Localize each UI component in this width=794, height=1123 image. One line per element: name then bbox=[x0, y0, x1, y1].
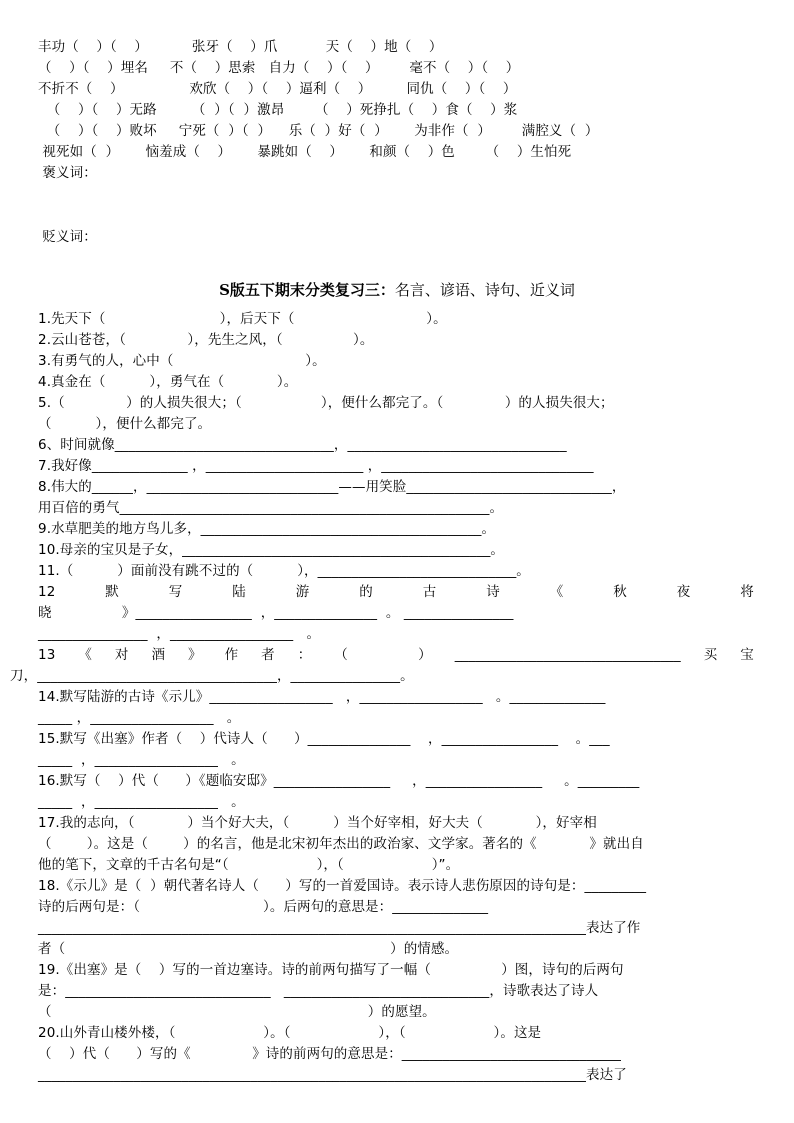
question-1: 1.先天下（ ），后天下（ ）。 bbox=[38, 311, 447, 327]
question-20-cont-1: （ ）代（ ）写的《 》诗的前两句的意思是：________________________________ bbox=[38, 1046, 621, 1062]
q12-word: 写 bbox=[168, 584, 183, 600]
q12-word: 夜 bbox=[676, 584, 691, 600]
question-7: 7.我好像______________ ，_______________________ ，_______________________________ bbox=[38, 458, 594, 474]
question-4: 4.真金在（ ），勇气在（ ）。 bbox=[38, 374, 298, 390]
q13-word: _________________________________ bbox=[454, 647, 681, 663]
question-2: 2.云山苍苍，（ ），先生之风，（ ）。 bbox=[38, 332, 374, 348]
q12-word: 将 bbox=[740, 584, 754, 600]
q13-word: 》 bbox=[188, 647, 202, 663]
question-17-cont-2: 他的笔下，文章的千古名句是“（ ），（ ）”。 bbox=[38, 857, 460, 873]
question-19: 19.《出塞》是（ ）写的一首边塞诗。诗的前两句描写了一幅（ ）图，诗句的后两句 bbox=[38, 962, 624, 978]
q13-word: 者 bbox=[261, 647, 275, 663]
blame-label: 贬义词： bbox=[38, 229, 97, 245]
q13-word: 对 bbox=[114, 647, 129, 663]
idiom-line-6: 视死如（ ） 恼羞成（ ） 暴跳如（ ） 和颜（ ）色 （ ）生怕死 bbox=[38, 144, 572, 160]
question-6: 6、时间就像________________________________，________________________________ bbox=[38, 437, 567, 453]
question-17: 17.我的志向，（ ）当个好大夫，（ ）当个好宰相，好大夫（ ），好宰相 bbox=[38, 815, 597, 831]
q13-word: （ ） bbox=[334, 647, 432, 663]
question-16-cont: _____ ，__________________ 。 bbox=[38, 794, 245, 810]
q13-word: 买 bbox=[703, 647, 718, 663]
praise-label: 褒义词： bbox=[38, 165, 97, 181]
question-12 bbox=[38, 583, 754, 601]
question-8: 8.伟大的______，____________________________——用笑脸______________________________， bbox=[38, 479, 626, 495]
question-20: 20.山外青山楼外楼，（ ）。（ ），（ ）。这是 bbox=[38, 1025, 542, 1041]
question-5-cont: （ ），便什么都完了。 bbox=[38, 416, 212, 432]
question-14: 14.默写陆游的古诗《示儿》__________________ ，__________________ 。______________ bbox=[38, 689, 606, 705]
page-title bbox=[0, 280, 794, 300]
question-13-line-2: 刀，___________________________________，________________。 bbox=[10, 668, 414, 684]
q12-word: 12 bbox=[38, 584, 56, 600]
q13-word: ： bbox=[297, 647, 312, 663]
title-sub: 名言、谚语、诗句、近义词 bbox=[394, 281, 575, 299]
question-19-cont-2: （ ）的愿望。 bbox=[38, 1004, 436, 1020]
q12-word: 的 bbox=[359, 584, 373, 600]
question-5: 5.（ ）的人损失很大；（ ），便什么都完了。（ ）的人损失很大； bbox=[38, 395, 614, 411]
question-3: 3.有勇气的人，心中（ ）。 bbox=[38, 353, 326, 369]
question-8-cont: 用百倍的勇气______________________________________________________。 bbox=[38, 500, 504, 516]
idiom-line-2: （ ）（ ）埋名 不（ ）思索 自力（ ）（ ） 毫不（ ）（ ） bbox=[38, 60, 520, 76]
question-18-cont-2: ________________________________________________________________________________表达了作 bbox=[38, 920, 641, 936]
question-15: 15.默写《出塞》作者（ ）代诗人（ ）_______________ ，_________________ 。___ bbox=[38, 731, 610, 747]
question-14-cont: _____ ，__________________ 。 bbox=[38, 710, 241, 726]
q12-word: 秋 bbox=[613, 584, 627, 600]
question-16: 16.默写（ ）代（ ）《题临安邸》_________________ ，_________________ 。_________ bbox=[38, 773, 640, 789]
question-11: 11.（ ）面前没有跳不过的（ ），_____________________________。 bbox=[38, 563, 530, 579]
idiom-line-1: 丰功（ ）（ ） 张牙（ ）爪 天（ ）地（ ） bbox=[38, 39, 443, 55]
question-13 bbox=[38, 646, 754, 664]
q12-word: 古 bbox=[422, 584, 437, 600]
q13-word: 《 bbox=[78, 647, 92, 663]
question-12-line-3: ________________ ，__________________ 。 bbox=[38, 626, 321, 642]
idiom-line-3: 不折不（ ） 欢欣（ ）（ ）逼利（ ） 同仇（ ）（ ） bbox=[38, 81, 517, 97]
question-18-cont-3: 者（ ）的情感。 bbox=[38, 941, 459, 957]
q12-word: 诗 bbox=[486, 584, 500, 600]
question-20-cont-2: ________________________________________________________________________________表达了 bbox=[38, 1067, 627, 1083]
question-18: 18.《示儿》是（ ）朝代著名诗人（ ）写的一首爱国诗。表示诗人悲伤原因的诗句是：_________ bbox=[38, 878, 647, 894]
question-9: 9.水草肥美的地方鸟儿多，_________________________________________。 bbox=[38, 521, 496, 537]
q13-word: 13 bbox=[38, 647, 56, 663]
q13-word: 作 bbox=[224, 647, 239, 663]
q13-word: 宝 bbox=[740, 647, 754, 663]
question-10: 10.母亲的宝贝是子女，_____________________________________________。 bbox=[38, 542, 505, 558]
q12-word: 《 bbox=[549, 584, 564, 600]
q12-word: 陆 bbox=[232, 584, 246, 600]
question-17-cont-1: （ ）。这是（ ）的名言，他是北宋初年杰出的政治家、文学家。著名的《 》就出自 bbox=[38, 836, 644, 852]
question-15-cont: _____ ，__________________ 。 bbox=[38, 752, 245, 768]
question-18-cont-1: 诗的后两句是：（ ）。后两句的意思是：______________ bbox=[38, 899, 489, 915]
idiom-line-5: （ ）（ ）败坏 宁死（ ）（ ） 乐（ ）好（ ） 为非作（ ） 满腔义（ ） bbox=[38, 123, 599, 139]
q13-word: 酒 bbox=[151, 647, 166, 663]
title-main: S版五下期末分类复习三： bbox=[219, 281, 395, 299]
q12-word: 默 bbox=[105, 584, 119, 600]
q12-word: 游 bbox=[295, 584, 310, 600]
question-19-cont-1: 是：______________________________ ______________________________，诗歌表达了诗人 bbox=[38, 983, 599, 999]
question-12-line-2: 晓 》_________________ ，_______________ 。 ________________ bbox=[38, 605, 514, 621]
idiom-line-4: （ ）（ ）无路 （ ）（ ）激昂 （ ）死挣扎（ ）食（ ）浆 bbox=[38, 102, 518, 118]
